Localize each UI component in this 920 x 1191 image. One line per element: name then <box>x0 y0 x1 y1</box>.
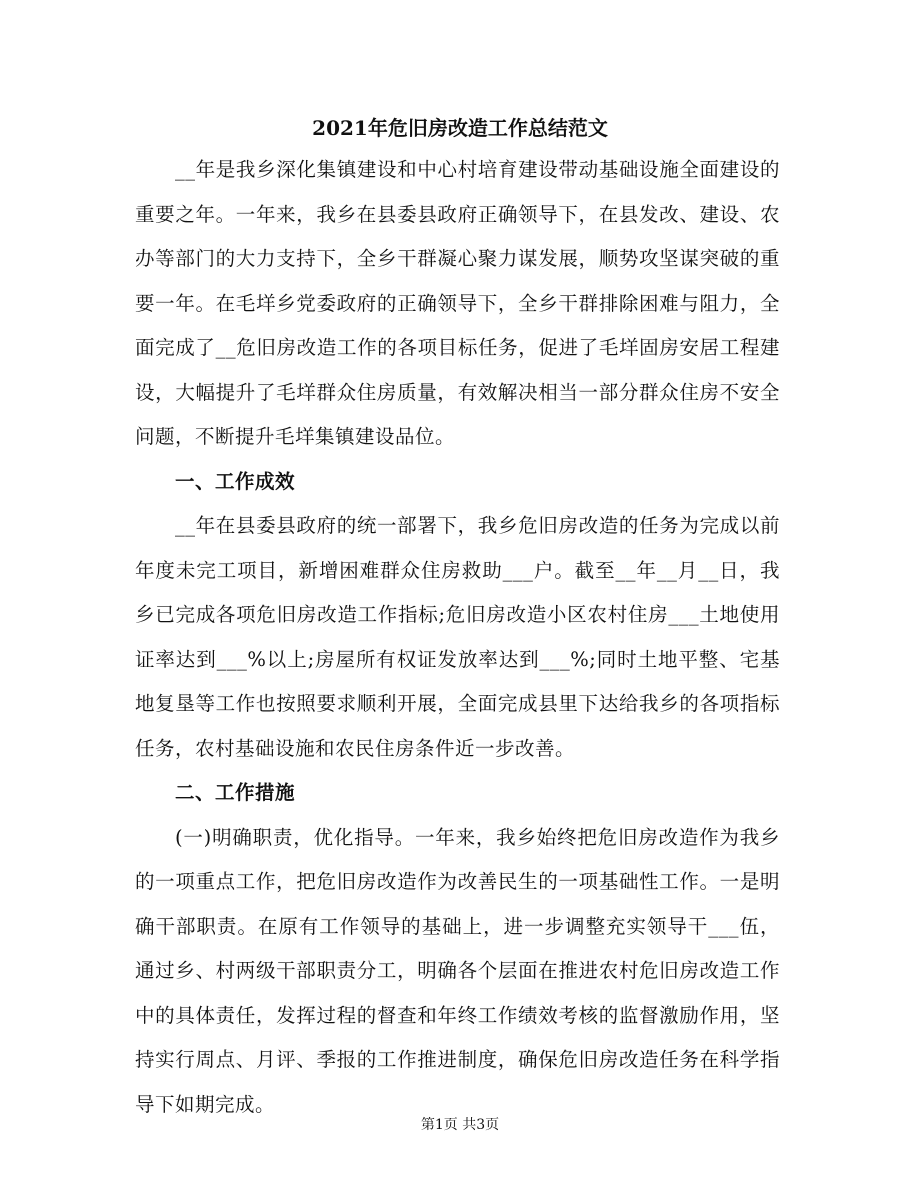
achievements-paragraph: __年在县委县政府的统一部署下，我乡危旧房改造的任务为完成以前年度未完工项目，新增困难群众住房救助___户。截至__年__月__日，我乡已完成各项危旧房改造工作指标;危旧房改造小区农村住房___土地使用证率达到___%以上;房屋所有权证发放率达到___%;同时土地平整、宅基地复垦等工作也按照要求顺利开展，全面完成县里下达给我乡的各项指标任务，农村基础设施和农民住房条件近一步改善。 <box>135 514 780 760</box>
measures-paragraph: (一)明确职责，优化指导。一年来，我乡始终把危旧房改造作为我乡的一项重点工作，把危旧房改造作为改善民生的一项基础性工作。一是明确干部职责。在原有工作领导的基础上，进一步调整充实领导干___伍，通过乡、村两级干部职责分工，明确各个层面在推进农村危旧房改造工作中的具体责任，发挥过程的督查和年终工作绩效考核的监督激励作用，坚持实行周点、月评、季报的工作推进制度，确保危旧房改造任务在科学指导下如期完成。 <box>135 825 780 1116</box>
intro-paragraph: __年是我乡深化集镇建设和中心村培育建设带动基础设施全面建设的重要之年。一年来，我乡在县委县政府正确领导下，在县发改、建设、农办等部门的大力支持下，全乡干群凝心聚力谋发展，顺势攻坚谋突破的重要一年。在毛垟乡党委政府的正确领导下，全乡干群排除困难与阻力，全面完成了__危旧房改造工作的各项目标任务，促进了毛垟固房安居工程建设，大幅提升了毛垟群众住房质量，有效解决相当一部分群众住房不安全问题，不断提升毛垟集镇建设品位。 <box>135 158 780 448</box>
section-heading-measures: 二、工作措施 <box>174 781 295 804</box>
document-title: 2021年危旧房改造工作总结范文 <box>312 116 608 140</box>
section-heading-achievements: 一、工作成效 <box>174 469 295 493</box>
page-number-footer: 第1页 共3页 <box>420 1117 500 1133</box>
document-body <box>135 148 780 1127</box>
